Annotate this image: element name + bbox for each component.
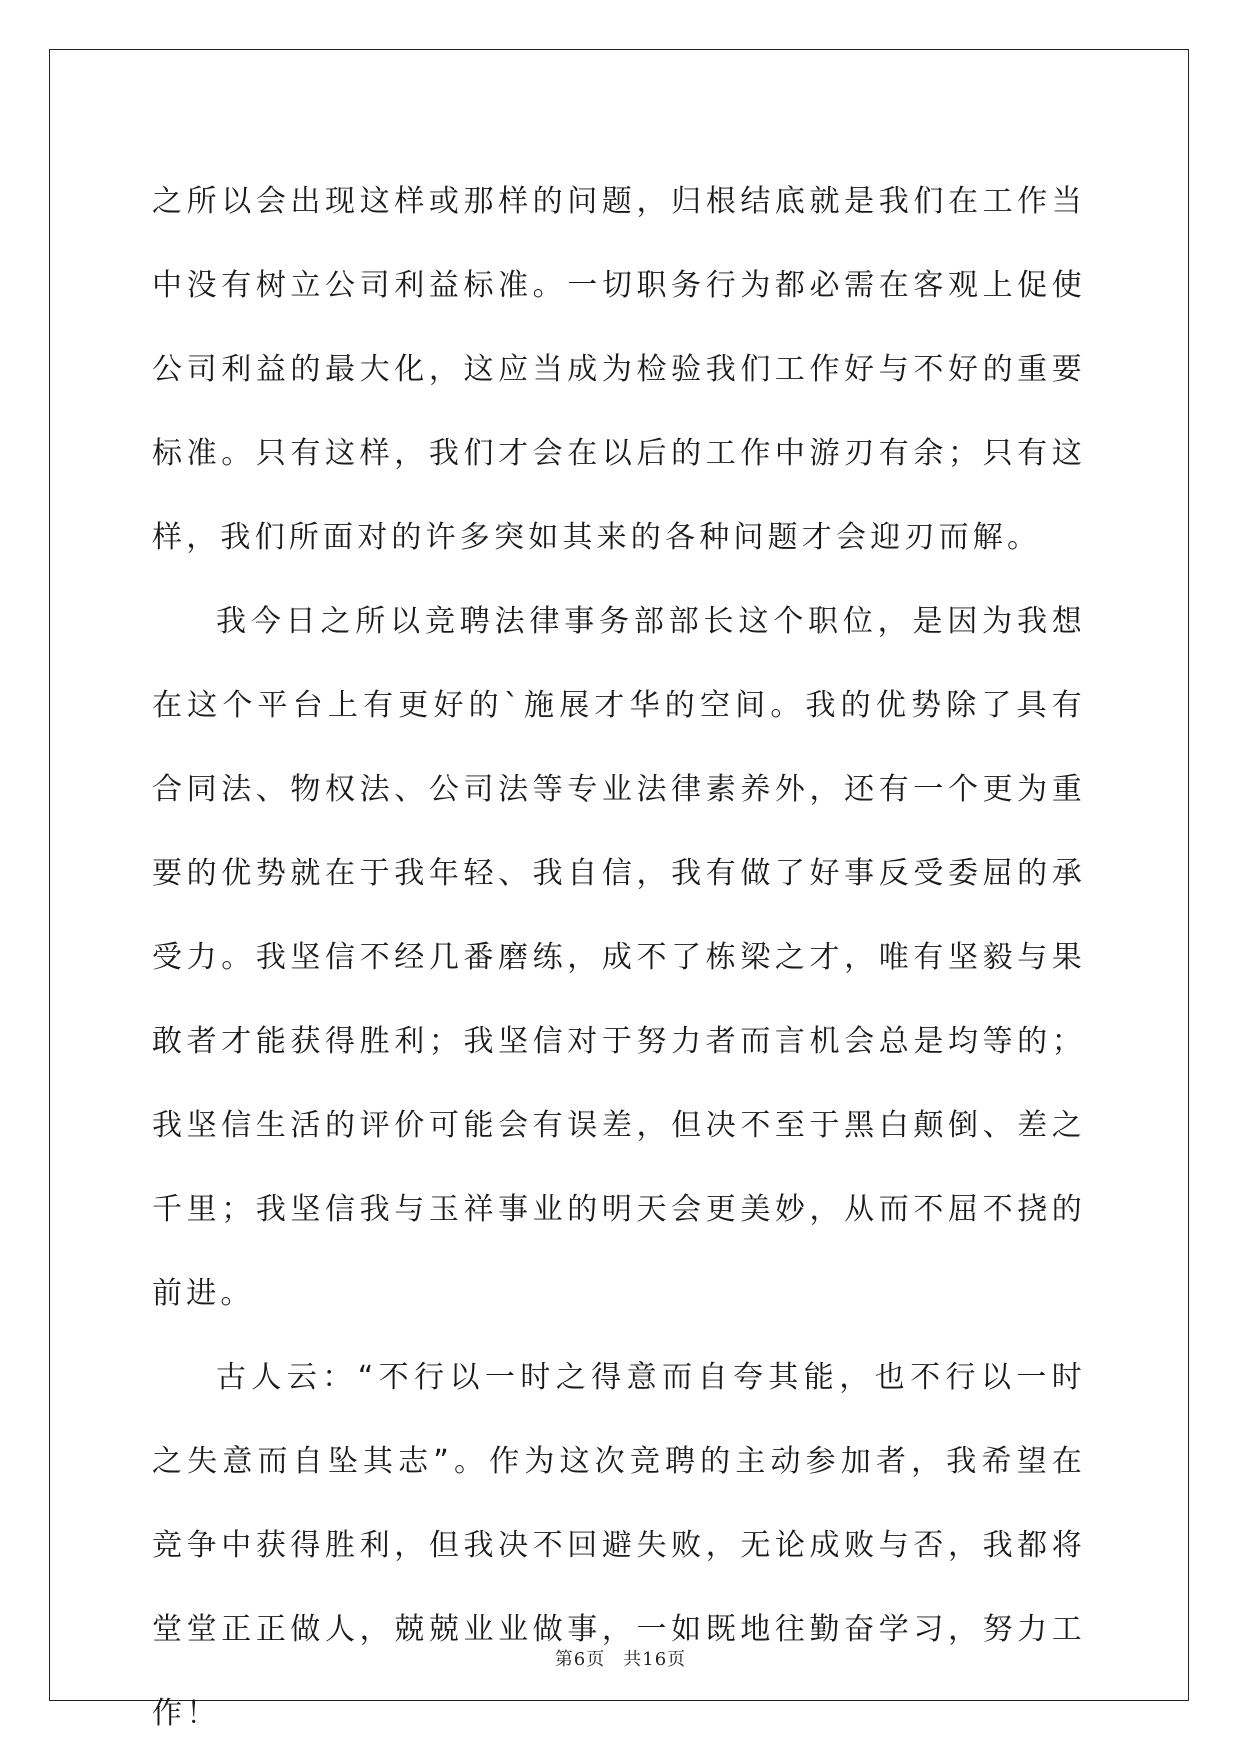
page-number: 第6页 — [554, 1649, 606, 1670]
paragraph-3: 古人云：“不行以一时之得意而自夸其能，也不行以一时之失意而自坠其志”。作为这次竞聘的主动参加者，我希望在竞争中获得胜利，但我决不回避失败，无论成败与否，我都将堂堂正正做人，兢兢业业做事，一如既地往勤奋学习，努力工作！ — [152, 1360, 1086, 1731]
page-footer — [0, 1645, 1241, 1671]
page-total: 共16页 — [623, 1649, 687, 1670]
paragraph-2: 我今日之所以竞聘法律事务部部长这个职位，是因为我想在这个平台上有更好的`施展才华的空间。我的优势除了具有合同法、物权法、公司法等专业法律素养外，还有一个更为重要的优势就在于我年轻、我自信，我有做了好事反受委屈的承受力。我坚信不经几番磨练，成不了栋梁之才，唯有坚毅与果敢者才能获得胜利；我坚信对于努力者而言机会总是均等的；我坚信生活的评价可能会有误差，但决不至于黑白颠倒、差之千里；我坚信我与玉祥事业的明天会更美妙，从而不屈不挠的前进。 — [152, 604, 1086, 1311]
paragraph-1: 之所以会出现这样或那样的问题，归根结底就是我们在工作当中没有树立公司利益标准。一切职务行为都必需在客观上促使公司利益的最大化，这应当成为检验我们工作好与不好的重要标准。只有这样，我们才会在以后的工作中游刃有余；只有这样，我们所面对的许多突如其来的各种问题才会迎刃而解。 — [152, 184, 1086, 555]
document-body — [152, 160, 1086, 1756]
